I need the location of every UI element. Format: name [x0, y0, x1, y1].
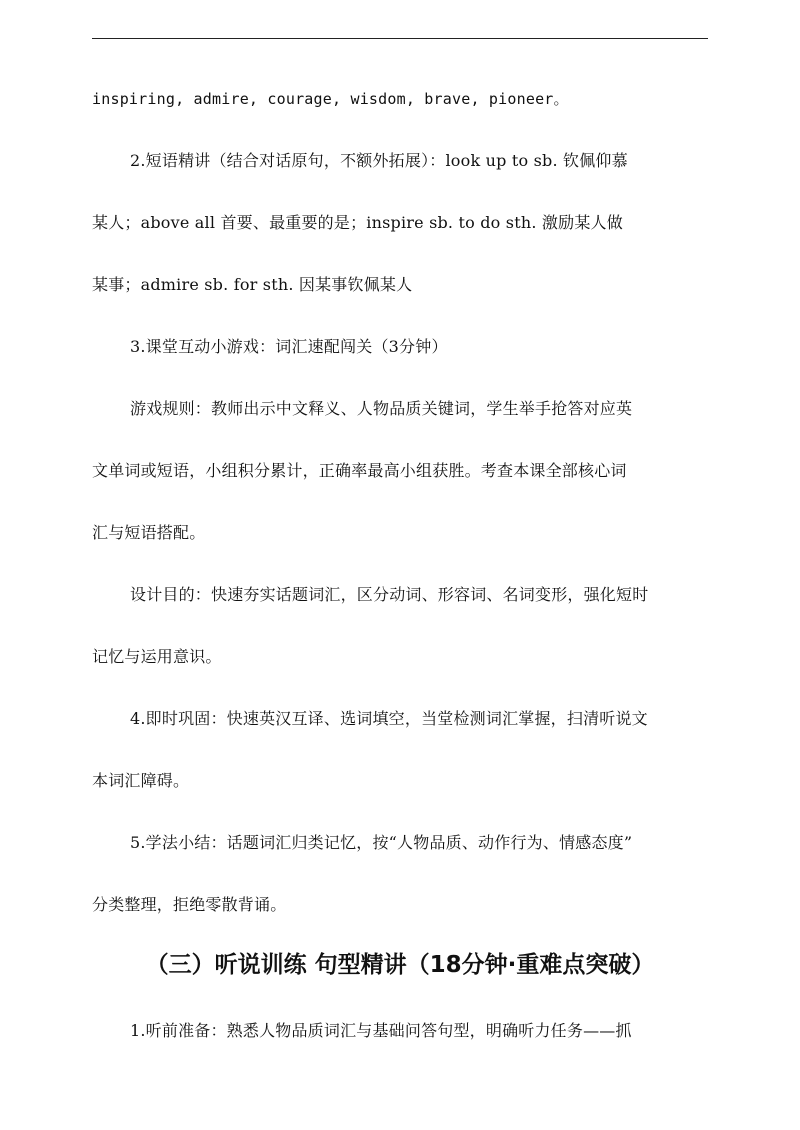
instant-consolidation-line-1: 4.即时巩固：快速英汉互译、选词填空，当堂检测词汇掌握，扫清听说文 [130, 709, 648, 728]
phrase-explanation-line-3: 某事；admire sb. for sth. 因某事钦佩某人 [92, 275, 413, 294]
header-rule [92, 38, 708, 39]
design-purpose-line-1: 设计目的：快速夯实话题词汇，区分动词、形容词、名词变形，强化短时 [130, 585, 649, 604]
phrase-explanation-line-2: 某人；above all 首要、最重要的是；inspire sb. to do sth. 激励某人做 [92, 213, 623, 232]
section-heading: （三）听说训练 句型精讲（18分钟·重难点突破） [145, 952, 655, 978]
design-purpose-line-2: 记忆与运用意识。 [92, 647, 222, 666]
game-rules-line-1: 游戏规则：教师出示中文释义、人物品质关键词，学生举手抢答对应英 [130, 399, 633, 418]
vocabulary-list-line: inspiring, admire, courage, wisdom, brave, pioneer。 [92, 90, 569, 108]
study-method-summary-line-1: 5.学法小结：话题词汇归类记忆，按“人物品质、动作行为、情感态度” [130, 833, 633, 852]
game-rules-line-3: 汇与短语搭配。 [92, 523, 206, 542]
classroom-game-title: 3.课堂互动小游戏：词汇速配闯关（3分钟） [130, 337, 448, 356]
pre-listening-line: 1.听前准备：熟悉人物品质词汇与基础问答句型，明确听力任务——抓 [130, 1021, 632, 1040]
study-method-summary-line-2: 分类整理，拒绝零散背诵。 [92, 895, 287, 914]
game-rules-line-2: 文单词或短语，小组积分累计，正确率最高小组获胜。考查本课全部核心词 [92, 461, 627, 480]
instant-consolidation-line-2: 本词汇障碍。 [92, 771, 190, 790]
phrase-explanation-line-1: 2.短语精讲（结合对话原句，不额外拓展）：look up to sb. 钦佩仰慕 [130, 151, 628, 170]
